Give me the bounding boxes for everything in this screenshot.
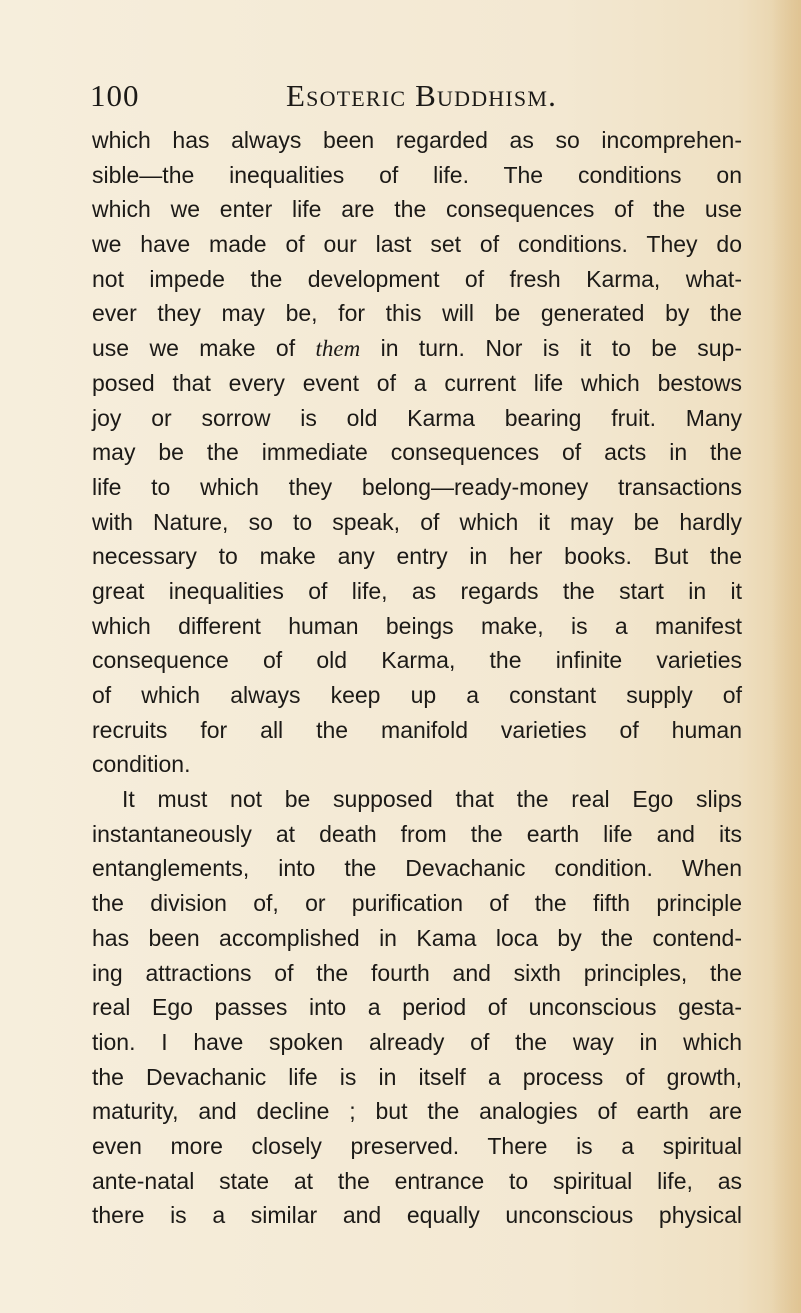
text-line: sible—the inequalities of life. The conditions on [92, 161, 742, 188]
page-number: 100 [90, 78, 140, 113]
text-line: ante-natal state at the entrance to spiritual life, as [92, 1167, 742, 1194]
text-line: instantaneously at death from the earth life and its [92, 820, 742, 847]
page-edge-stain [771, 0, 801, 1313]
text-line: entanglements, into the Devachanic condition. When [92, 855, 742, 882]
text-line: great inequalities of life, as regards the start in it [92, 577, 742, 604]
text-line: ing attractions of the fourth and sixth principles, the [92, 959, 742, 986]
running-title: Esoteric Buddhism. [286, 78, 558, 113]
text-line [92, 331, 742, 366]
text-line: maturity, and decline ; but the analogies of earth are [92, 1098, 742, 1125]
text-line: consequence of old Karma, the infinite varieties [92, 647, 742, 674]
text-line: may be the immediate consequences of acts in the [92, 439, 742, 466]
page-header [90, 78, 730, 122]
text-line: there is a similar and equally unconscious physical [92, 1202, 742, 1229]
text-line: which has always been regarded as so incomprehen- [92, 127, 742, 153]
text-line: even more closely preserved. There is a spiritual [92, 1132, 742, 1159]
body-text [92, 123, 742, 1233]
text-line: ever they may be, for this will be generated by the [92, 300, 742, 327]
italic-word: them [315, 336, 361, 362]
text-line: posed that every event of a current life which bestows [92, 369, 742, 396]
text-line: has been accomplished in Kama loca by the contend- [92, 924, 742, 951]
text-line: necessary to make any entry in her books. But the [92, 543, 742, 570]
text-line: with Nature, so to speak, of which it may be hardly [92, 508, 742, 535]
text-line: which different human beings make, is a manifest [92, 612, 742, 639]
text-line: the Devachanic life is in itself a process of growth, [92, 1063, 742, 1090]
text-line: we have made of our last set of conditions. They do [92, 231, 742, 258]
text-line: of which always keep up a constant supply of [92, 682, 742, 708]
text-line: which we enter life are the consequences of the use [92, 196, 742, 223]
text-line: recruits for all the manifold varieties of human [92, 716, 742, 743]
text-line: life to which they belong—ready-money transactions [92, 473, 742, 500]
text-run: in turn. Nor is it to be sup- [360, 335, 742, 362]
text-line: joy or sorrow is old Karma bearing fruit. Many [92, 404, 742, 431]
paragraph-start-line: It must not be supposed that the real Ego slips [122, 786, 742, 813]
text-line: not impede the development of fresh Karma, what- [92, 265, 742, 292]
text-line: tion. I have spoken already of the way in which [92, 1028, 742, 1055]
text-line: real Ego passes into a period of unconscious gesta- [92, 994, 742, 1021]
paragraph-end-line: condition. [92, 751, 191, 778]
text-run: use we make of [92, 335, 316, 362]
text-line: the division of, or purification of the fifth principle [92, 890, 742, 917]
